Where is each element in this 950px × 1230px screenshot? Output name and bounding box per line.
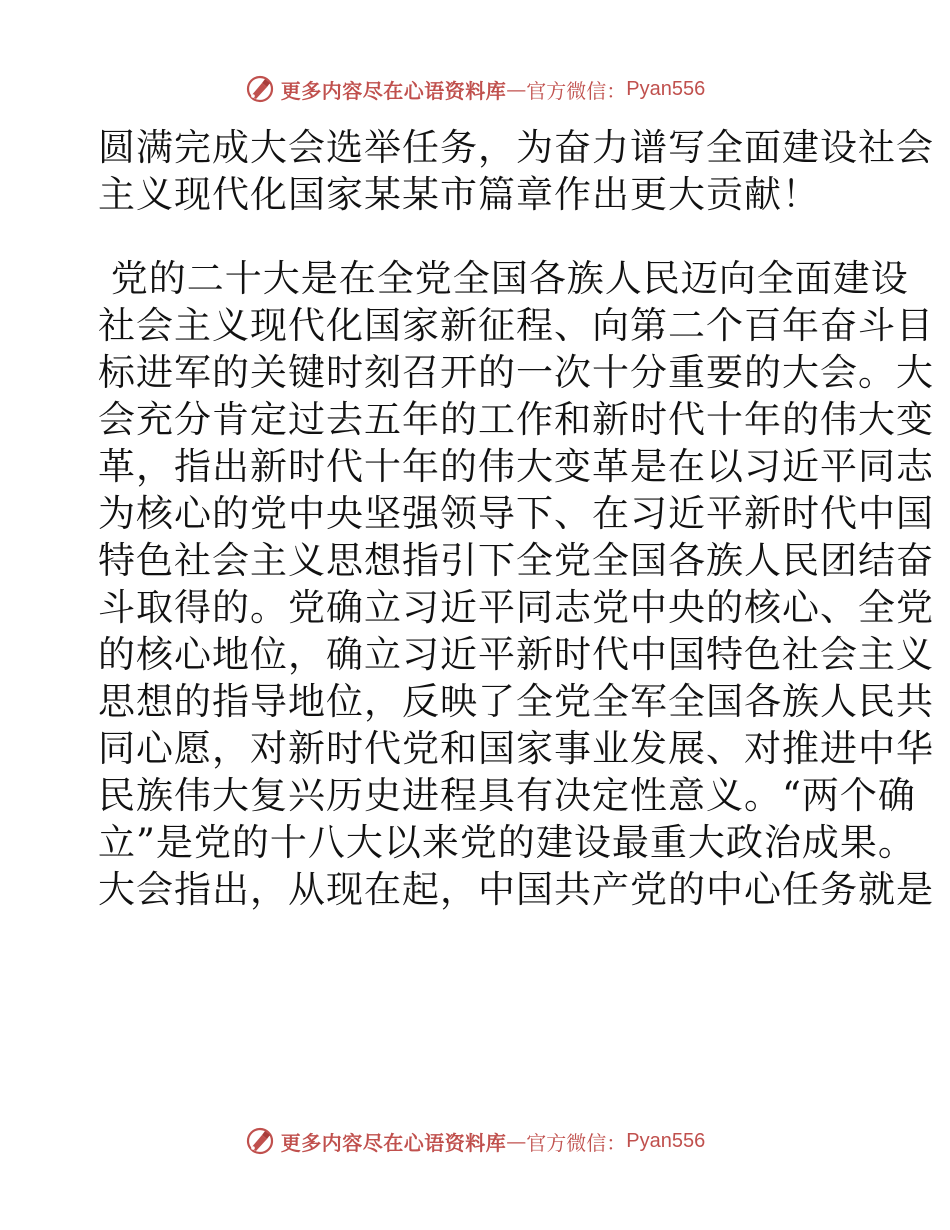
text-line: 主义现代化国家某某市篇章作出更大贡献！ [98, 173, 820, 216]
text-line: 革，指出新时代十年的伟大变革是在以习近平同志 [98, 445, 934, 488]
paragraph-1 [98, 124, 934, 218]
watermark-dash: — [506, 77, 527, 101]
text-line: 特色社会主义思想指引下全党全国各族人民团结奋 [98, 539, 934, 582]
pen-nib-logo-icon [245, 74, 275, 104]
text-line: 党的二十大是在全党全国各族人民迈向全面建设 [98, 257, 909, 300]
text-line: 标进军的关键时刻召开的一次十分重要的大会。大 [98, 351, 934, 394]
watermark-wechat-id: Pyan556 [626, 77, 706, 100]
watermark-dash: — [506, 1129, 527, 1153]
text-line: 立”是党的十八大以来党的建设最重大政治成果。 [98, 821, 916, 864]
text-line: 斗取得的。党确立习近平同志党中央的核心、全党 [98, 586, 934, 629]
text-line: 社会主义现代化国家新征程、向第二个百年奋斗目 [98, 304, 934, 347]
paragraph-2 [98, 255, 934, 913]
watermark-text: 更多内容尽在心语资料库 [280, 1130, 507, 1155]
pen-nib-logo-icon [245, 1126, 275, 1156]
text-line: 思想的指导地位，反映了全党全军全国各族人民共 [98, 680, 934, 723]
watermark-label: 官方微信： [526, 78, 627, 103]
watermark-label: 官方微信： [526, 1130, 627, 1155]
document-body [98, 124, 934, 913]
text-line: 为核心的党中央坚强领导下、在习近平新时代中国 [98, 492, 934, 535]
watermark-text: 更多内容尽在心语资料库 [280, 78, 507, 103]
watermark-wechat-id: Pyan556 [626, 1129, 706, 1152]
header-watermark [0, 72, 950, 106]
text-line: 同心愿，对新时代党和国家事业发展、对推进中华 [98, 727, 934, 770]
footer-watermark [0, 1124, 950, 1158]
text-line: 大会指出，从现在起，中国共产党的中心任务就是 [98, 868, 934, 911]
text-line: 民族伟大复兴历史进程具有决定性意义。“两个确 [98, 774, 916, 817]
text-line: 会充分肯定过去五年的工作和新时代十年的伟大变 [98, 398, 934, 441]
text-line: 的核心地位，确立习近平新时代中国特色社会主义 [98, 633, 934, 676]
text-line: 圆满完成大会选举任务，为奋力谱写全面建设社会 [98, 126, 934, 169]
